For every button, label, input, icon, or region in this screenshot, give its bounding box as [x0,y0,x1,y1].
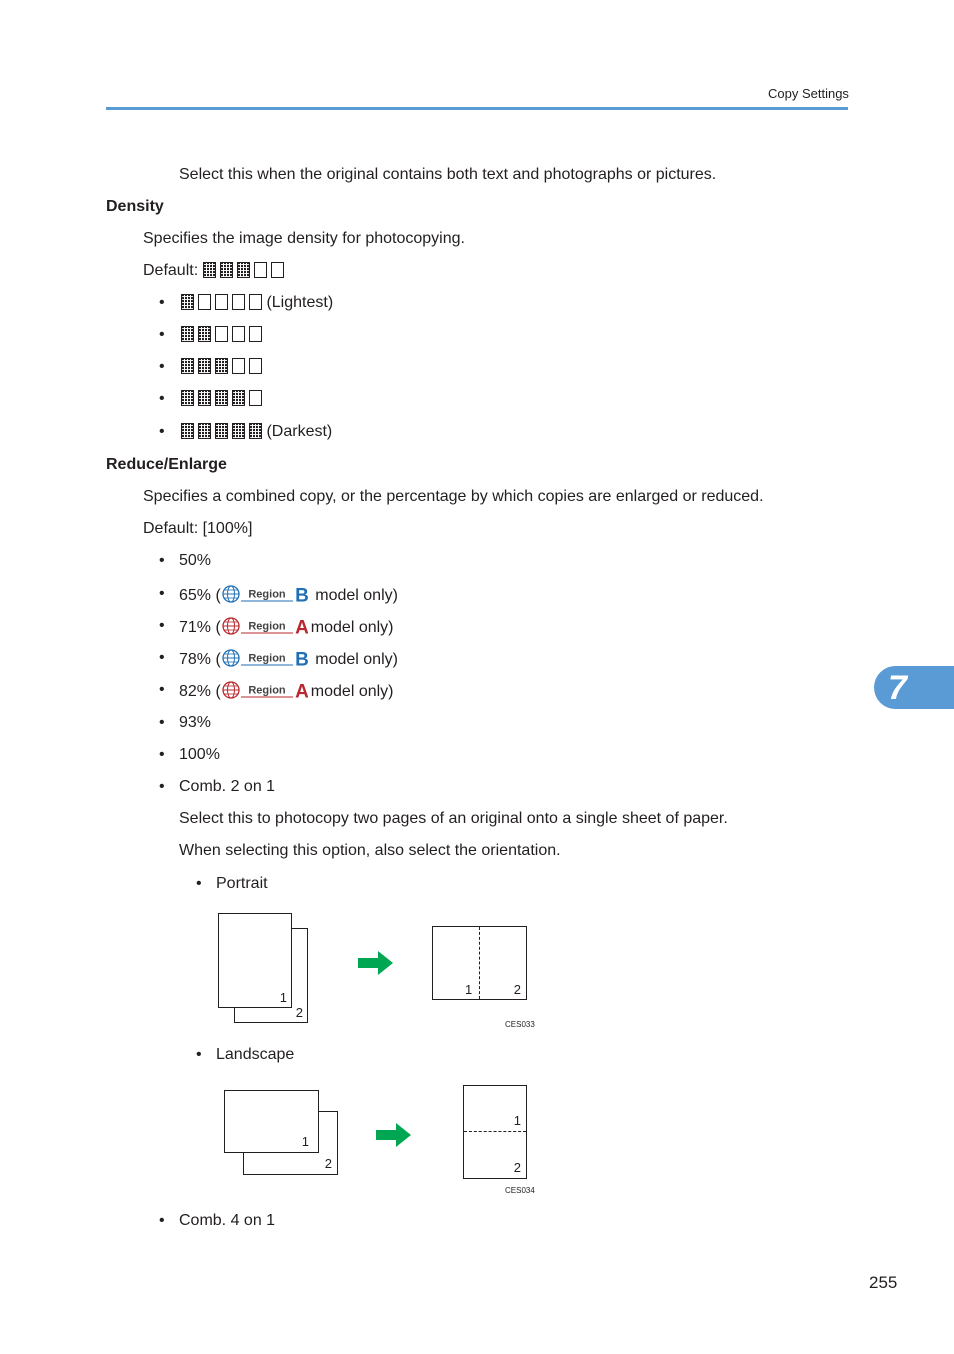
density-filled-box [198,358,211,374]
option-comb-2-on-1: Comb. 2 on 1 [179,778,276,795]
density-description: Specifies the image density for photocopying. [143,230,465,247]
density-default [143,261,284,281]
bullet: • [159,746,165,763]
combined-page-2-number: 2 [513,1160,521,1175]
density-default-label: Default: [143,262,199,279]
option-78-note: model only) [310,651,398,668]
option-65-note: model only) [310,587,398,604]
density-filled-box [215,390,228,406]
svg-text:A: A [294,617,309,636]
density-empty-box [215,294,228,310]
density-empty-box [249,294,262,310]
option-71 [179,616,394,638]
density-level-4-icon [181,390,262,406]
density-empty-box [232,294,245,310]
fold-line [464,1131,526,1132]
comb2-description: Select this to photocopy two pages of an original onto a single sheet of paper. [179,810,728,827]
page-number: 255 [869,1273,898,1292]
region-b-icon [221,648,311,668]
density-filled-box [198,390,211,406]
density-level-5-label: (Darkest) [266,423,333,440]
density-level-3-icon [181,358,262,374]
option-93: 93% [179,714,212,731]
density-filled-box [181,294,194,310]
density-level-2 [181,325,262,345]
combined-page-1-number: 1 [465,982,473,997]
density-level-1 [181,293,333,313]
original-page-1 [218,913,292,1008]
density-filled-box [249,423,262,439]
density-filled-box [198,423,211,439]
option-50: 50% [179,552,212,569]
svg-text:Region: Region [248,652,286,665]
density-empty-box [232,326,245,342]
intro-text: Select this when the original contains both text and photographs or pictures. [179,166,717,183]
svg-text:B: B [294,585,309,604]
bullet: • [159,778,165,795]
density-filled-box [181,390,194,406]
density-empty-box [249,358,262,374]
combined-sheet [463,1085,527,1179]
reduce-enlarge-heading: Reduce/Enlarge [106,456,227,473]
density-empty-box [249,326,262,342]
density-empty-box [198,294,211,310]
density-level-1-label: (Lightest) [266,294,334,311]
combined-page-2-number: 2 [513,982,521,997]
density-empty-box [232,358,245,374]
density-level-5-icon [181,423,262,439]
density-empty-box [215,326,228,342]
density-filled-box [215,358,228,374]
option-65-value: 65% ( [179,587,221,604]
page-1-number: 1 [301,1134,309,1149]
density-filled-box [215,423,228,439]
comb2-orientation-note: When selecting this option, also select the orientation. [179,842,561,859]
density-filled-box [203,262,216,278]
option-100: 100% [179,746,220,763]
bullet: • [159,326,165,343]
svg-text:Region: Region [248,684,286,697]
bullet: • [159,681,165,698]
arrow-right-icon [358,951,394,975]
reduce-enlarge-default: Default: [100%] [143,520,253,537]
density-level-1-icon [181,294,262,310]
svg-text:Region: Region [248,620,286,633]
option-71-value: 71% ( [179,619,221,636]
option-65 [179,584,398,606]
density-level-3 [181,357,262,377]
reduce-enlarge-description: Specifies a combined copy, or the percentage by which copies are enlarged or reduced. [143,488,764,505]
page-2-number: 2 [324,1156,332,1171]
orientation-landscape: Landscape [216,1046,295,1063]
density-default-icon [203,262,284,278]
density-empty-box [271,262,284,278]
density-filled-box [232,423,245,439]
bullet: • [196,1046,202,1063]
combined-page-1-number: 1 [513,1113,521,1128]
density-filled-box [181,423,194,439]
combined-sheet [432,926,527,1000]
region-a-icon [221,616,311,636]
running-header-title: Copy Settings [768,86,849,101]
density-filled-box [181,326,194,342]
density-heading: Density [106,198,164,215]
page-1-number: 1 [279,990,287,1005]
density-empty-box [254,262,267,278]
original-page-1 [224,1090,319,1153]
density-filled-box [237,262,250,278]
bullet: • [159,617,165,634]
svg-text:B: B [294,649,309,668]
header-rule [106,107,848,110]
option-comb-4-on-1: Comb. 4 on 1 [179,1212,276,1229]
fold-line [479,927,480,999]
option-78 [179,648,398,670]
arrow-right-icon [376,1123,412,1147]
chapter-tab[interactable] [874,666,954,709]
bullet: • [159,423,165,440]
bullet: • [159,714,165,731]
region-b-icon [221,584,311,604]
region-a-icon [221,680,311,700]
svg-text:A: A [294,681,309,700]
bullet: • [159,585,165,602]
orientation-portrait: Portrait [216,875,268,892]
density-empty-box [249,390,262,406]
figure-code: CES033 [505,1020,535,1029]
option-82-note: model only) [310,683,394,700]
density-level-5 [181,422,332,442]
bullet: • [159,552,165,569]
bullet: • [159,390,165,407]
option-71-note: model only) [310,619,394,636]
density-level-4 [181,389,262,409]
density-filled-box [220,262,233,278]
svg-text:Region: Region [248,588,286,601]
bullet: • [159,1212,165,1229]
chapter-number: 7 [888,669,907,707]
bullet: • [159,294,165,311]
density-filled-box [198,326,211,342]
density-level-2-icon [181,326,262,342]
bullet: • [159,649,165,666]
density-filled-box [181,358,194,374]
page-2-number: 2 [295,1005,303,1020]
figure-code: CES034 [505,1186,535,1195]
option-82 [179,680,394,702]
bullet: • [196,875,202,892]
landscape-figure [200,1078,540,1203]
option-78-value: 78% ( [179,651,221,668]
portrait-figure [200,905,540,1035]
bullet: • [159,358,165,375]
density-filled-box [232,390,245,406]
option-82-value: 82% ( [179,683,221,700]
